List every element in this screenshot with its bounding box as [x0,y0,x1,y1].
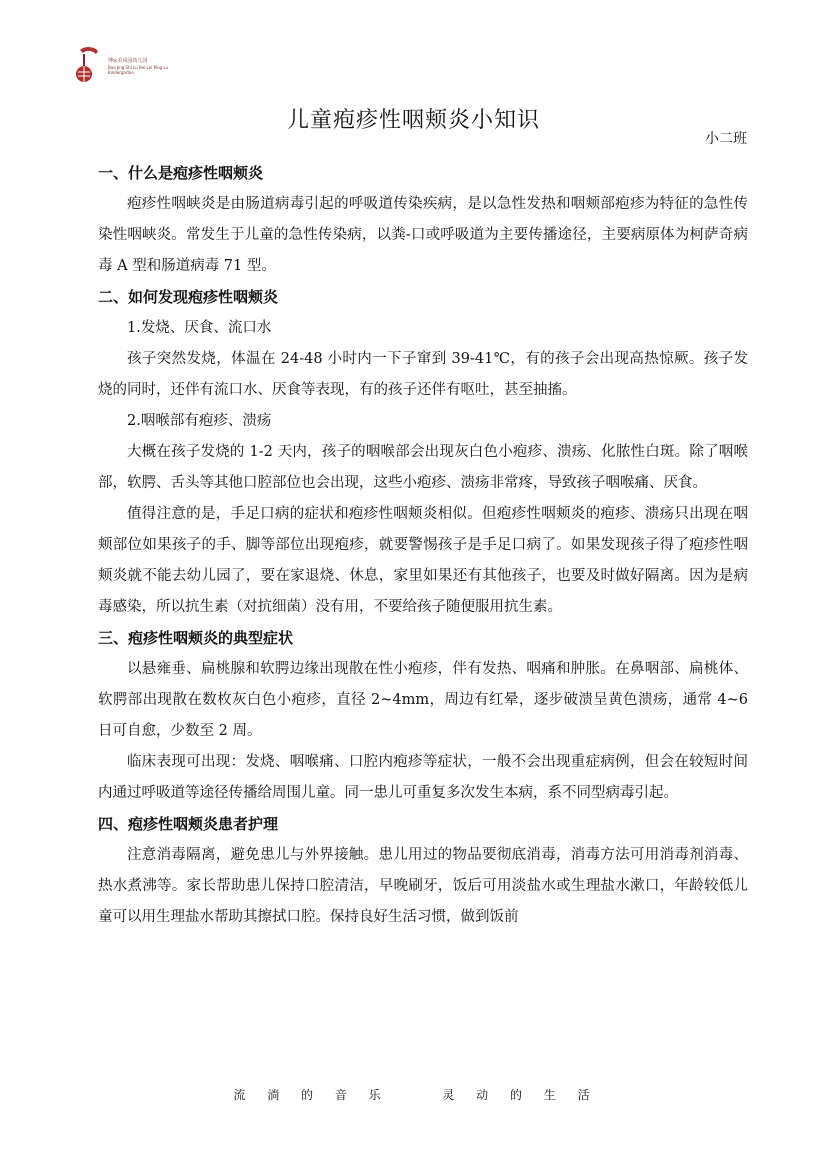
footer-slogan-left: 流 淌 的 音 乐 [233,1088,385,1102]
class-label: 小二班 [705,131,747,147]
page-footer [0,1086,827,1103]
section-heading: 二、如何发现疱疹性咽颊炎 [98,288,279,306]
paragraph: 值得注意的是，手足口病的症状和疱疹性咽颊炎相似。但疱疹性咽颊炎的疱疹、溃疡只出现在咽颊部位如果孩子的手、脚等部位出现疱疹，就要警惕孩子是手足口病了。如果发现孩子得了疱疹性咽颊炎就不能去幼儿园了，要在家退烧、休息，家里如果还有其他孩子，也要及时做好隔离。因为是病毒感染，所以抗生素（对抗细菌）没有用，不要给孩子随便服用抗生素。 [98,506,748,615]
logo-english-name: Bao Jing Shi Lu Bei Lei Ping Lu Kindergarten [108,65,169,75]
paragraph: 注意消毒隔离，避免患儿与外界接触。患儿用过的物品要彻底消毒，消毒方法可用消毒剂消毒、热水煮沸等。家长帮助患儿保持口腔清洁，早晚刷牙，饭后可用淡盐水或生理盐水漱口，年龄较低儿童可以用生理盐水帮助其擦拭口腔。保持良好生活习惯，做到饭前 [98,847,748,925]
kindergarten-logo [70,44,180,84]
section-heading: 一、什么是疱疹性咽颊炎 [98,164,264,182]
footer-slogan-right: 灵 动 的 生 活 [442,1088,594,1102]
paragraph: 以悬雍垂、扁桃腺和软腭边缘出现散在性小疱疹，伴有发热、咽痛和肿胀。在鼻咽部、扁桃体、软腭部出现散在数枚灰白色小疱疹，直径 2~4mm，周边有红晕，逐步破溃呈黄色溃疡，通常 4~6 日可自愈，少数至 2 周。 [98,661,748,739]
document-body [98,158,748,933]
paragraph: 临床表现可出现：发烧、咽喉痛、口腔内疱疹等症状，一般不会出现重症病例，但会在较短时间内通过呼吸道等途径传播给周围儿童。同一患儿可重复多次发生本病，系不同型病毒引起。 [98,754,748,801]
subheading: 2.咽喉部有疱疹、溃疡 [127,413,272,429]
paragraph: 疱疹性咽峡炎是由肠道病毒引起的呼吸道传染疾病，是以急性发热和咽颊部疱疹为特征的急性传染性咽峡炎。常发生于儿童的急性传染病，以粪-口或呼吸道为主要传播途径，主要病原体为柯萨奇病毒 A 型和肠道病毒 71 型。 [98,196,748,274]
logo-name: 博◎美凤园幼儿园 [108,58,148,64]
section-heading: 三、疱疹性咽颊炎的典型症状 [98,629,294,647]
subheading: 1.发烧、厌食、流口水 [127,320,272,336]
page-title: 儿童疱疹性咽颊炎小知识 [286,107,540,133]
logo-mark-icon [70,44,106,84]
section-heading: 四、疱疹性咽颊炎患者护理 [98,815,279,833]
paragraph: 孩子突然发烧，体温在 24-48 小时内一下子窜到 39-41℃，有的孩子会出现高热惊厥。孩子发烧的同时，还伴有流口水、厌食等表现，有的孩子还伴有呕吐，甚至抽搐。 [98,351,748,398]
paragraph: 大概在孩子发烧的 1-2 天内，孩子的咽喉部会出现灰白色小疱疹、溃疡、化脓性白斑。除了咽喉部，软腭、舌头等其他口腔部位也会出现，这些小疱疹、溃疡非常疼，导致孩子咽喉痛、厌食。 [98,444,748,491]
